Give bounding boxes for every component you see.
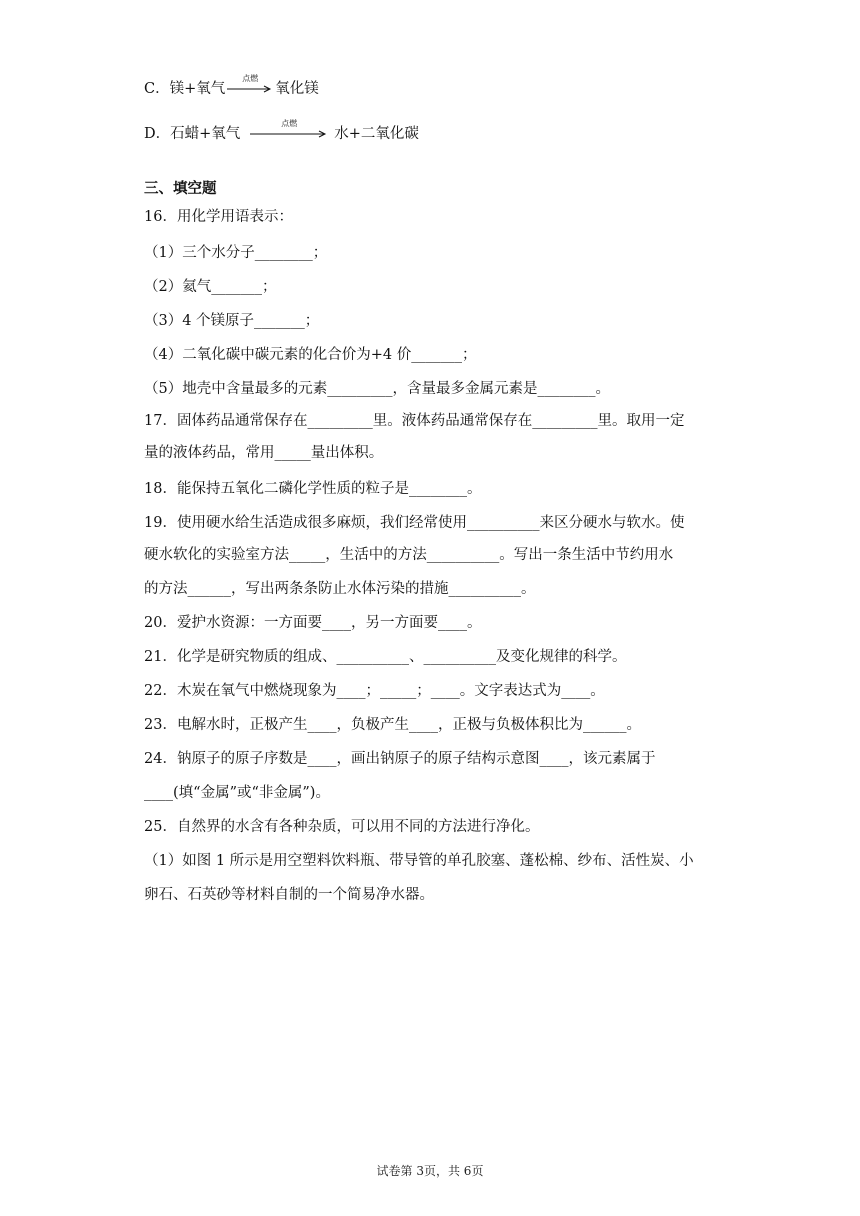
question-line: 21．化学是研究物质的组成、__________、__________及变化规律的科学。: [144, 649, 627, 665]
reaction-condition: 点燃: [242, 74, 259, 83]
option-d: [144, 119, 419, 144]
reaction-condition: 点燃: [281, 119, 298, 128]
question-line: 23．电解水时，正极产生____，负极产生____，正极与负极体积比为______。: [144, 717, 641, 733]
option-c: [144, 74, 319, 99]
question-line: ____(填“金属”或“非金属”)。: [144, 785, 330, 801]
question-line: 22．木炭在氧气中燃烧现象为____；_____；____。文字表达式为____。: [144, 683, 605, 699]
question-line: （5）地壳中含量最多的元素_________，含量最多金属元素是________。: [144, 381, 610, 397]
question-line: 17．固体药品通常保存在_________里。液体药品通常保存在_________里。取用一定: [144, 413, 685, 429]
question-line: 18．能保持五氧化二磷化学性质的粒子是________。: [144, 481, 482, 497]
page-footer: 试卷第 3页，共 6页: [376, 1164, 484, 1178]
question-line: 25．自然界的水含有各种杂质，可以用不同的方法进行净化。: [144, 819, 540, 835]
question-line: （1）三个水分子________；: [144, 245, 328, 261]
question-line: （3）4 个镁原子_______；: [144, 313, 320, 329]
option-c-suffix: 氧化镁: [275, 81, 319, 97]
question-line: （4）二氧化碳中碳元素的化合价为+4 价_______；: [144, 347, 477, 363]
question-line: 20．爱护水资源：一方面要____，另一方面要____。: [144, 615, 482, 631]
option-d-prefix: D．石蜡+氧气: [144, 126, 241, 142]
question-line: 24．钠原子的原子序数是____，画出钠原子的原子结构示意图____，该元素属于: [144, 751, 656, 767]
question-line: 量的液体药品，常用_____量出体积。: [144, 445, 384, 461]
question-line: （2）氦气_______；: [144, 279, 277, 295]
reaction-arrow-icon: [250, 119, 328, 138]
question-line: 硬水软化的实验室方法_____，生活中的方法__________。写出一条生活中节约用水: [144, 547, 674, 563]
question-line: 19．使用硬水给生活造成很多麻烦，我们经常使用__________来区分硬水与软水。使: [144, 515, 685, 531]
option-d-suffix: 水+二氧化碳: [334, 126, 419, 142]
question-line: 的方法______，写出两条条防止水体污染的措施__________。: [144, 581, 536, 597]
question-line: 16．用化学用语表示：: [144, 209, 293, 225]
question-line: （1）如图 1 所示是用空塑料饮料瓶、带导管的单孔胶塞、蓬松棉、纱布、活性炭、小: [144, 853, 694, 869]
question-line: 卵石、石英砂等材料自制的一个简易净水器。: [144, 887, 434, 903]
section-title: 三、填空题: [144, 180, 217, 197]
reaction-arrow-icon: [227, 74, 273, 93]
option-c-prefix: C．镁+氧气: [144, 81, 226, 97]
